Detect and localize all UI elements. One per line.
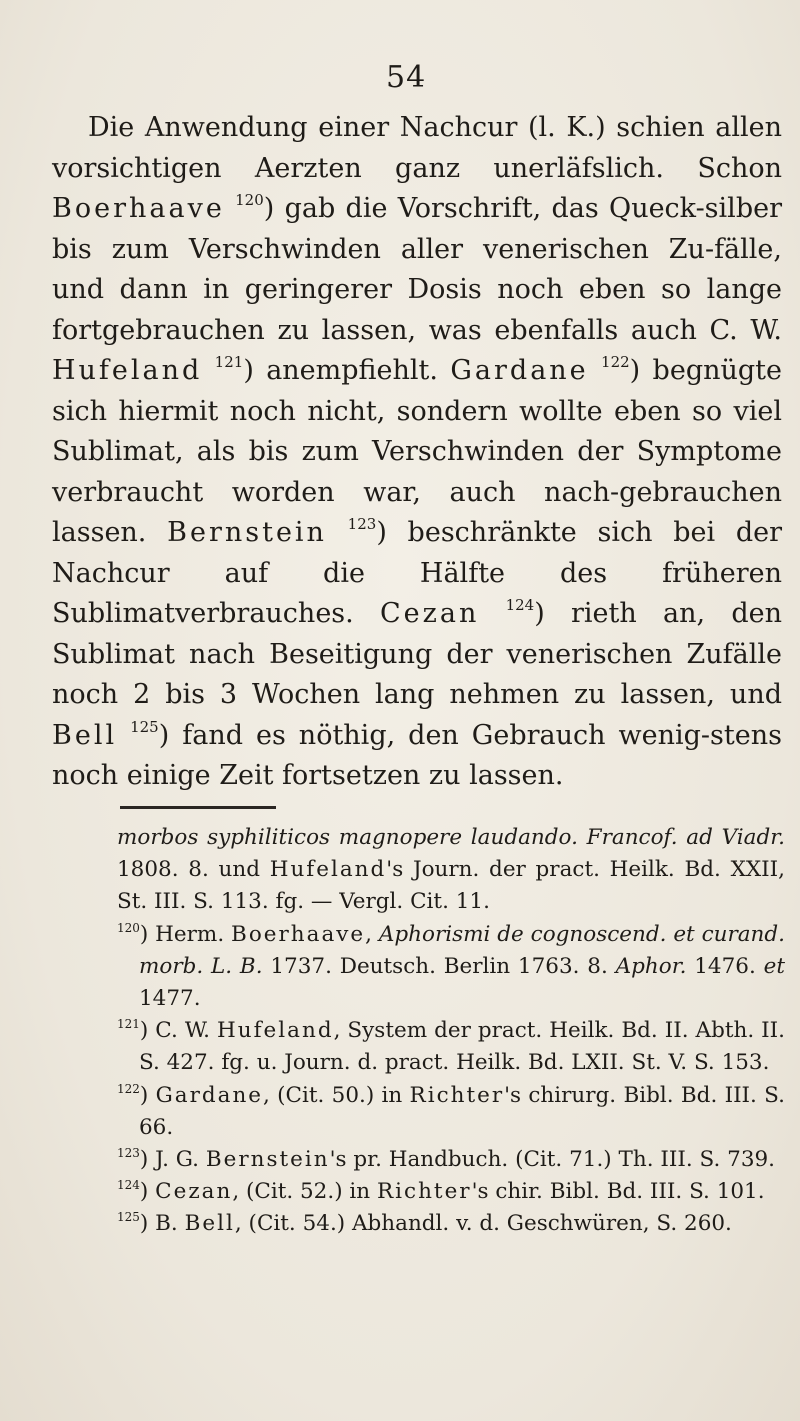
footnote-ref: 122	[601, 353, 630, 371]
footnote-text: , (Cit. 50.) in	[263, 1082, 410, 1108]
footnote-text: 's pr. Handbuch. (Cit. 71.) Th. III. S. 739.	[329, 1147, 776, 1173]
footnote-text: 1476.	[686, 953, 764, 979]
footnote-text: , (Cit. 52.) in	[232, 1179, 377, 1205]
footnote-124	[117, 1176, 785, 1208]
footnote-number: 123	[117, 1146, 140, 1161]
author-name: Bernstein	[205, 1147, 330, 1173]
footnotes	[117, 822, 785, 1241]
text-run: ) rieth an, den Sublimat nach Beseitigung der venerischen Zufälle noch 2 bis 3 Wochen lang nehmen zu lassen, und	[52, 598, 782, 710]
text-run: ) anempfiehlt.	[243, 355, 451, 386]
author-name: Boerhaave	[231, 921, 366, 947]
author-name: Hufeland	[269, 857, 387, 883]
footnote-text: ) C. W.	[139, 1018, 217, 1044]
footnote-ref: 124	[505, 596, 535, 614]
footnote-number: 121	[117, 1017, 140, 1032]
footnote-text: 1477.	[139, 986, 201, 1012]
footnote-text: ) B.	[139, 1211, 185, 1237]
footnote-number: 125	[117, 1210, 140, 1225]
main-paragraph	[52, 108, 782, 797]
footnote-125	[117, 1208, 785, 1240]
text-run: ) begnügte sich hiermit noch nicht, sondern wollte eben so viel Sublimat, als bis zum Verschwinden der Symptome verbraucht worden war, auch nach-gebrauchen lassen.	[52, 355, 782, 548]
footnote-number: 122	[117, 1081, 140, 1096]
text-run: ) fand es nöthig, den Gebrauch wenig-stens noch einige Zeit fortsetzen zu lassen.	[52, 719, 782, 791]
footnote-121	[117, 1015, 785, 1079]
author-name: Hufeland	[217, 1018, 334, 1044]
text-run: ) beschränkte sich bei der Nachcur auf die Hälfte des früheren Sublimatverbrauches.	[52, 517, 782, 629]
author-name: Gardane	[450, 355, 589, 386]
footnote-text: ) J. G.	[139, 1147, 206, 1173]
author-name: Bell	[184, 1211, 235, 1237]
text-run: Die Anwendung einer Nachcur (l. K.) schien allen vorsichtigen Aerzten ganz unerläfslich. Schon	[52, 112, 782, 184]
footnote-text: 1808. 8. und	[117, 857, 270, 883]
footnote-text: , (Cit. 54.) Abhandl. v. d. Geschwüren, S. 260.	[234, 1211, 732, 1237]
footnote-122	[117, 1080, 785, 1144]
footnote-text: 's chir. Bibl. Bd. III. S. 101.	[471, 1179, 765, 1205]
text-run: ) gab die Vorschrift, das Queck-silber bis zum Verschwinden aller venerischen Zu-fälle, und dann in geringerer Dosis noch eben so lange fortgebrauchen zu lassen, was ebenfalls auch C. W.	[52, 193, 782, 346]
footnote-number: 120	[117, 920, 140, 935]
author-name: Cezan	[379, 598, 480, 629]
footnote-italic: morbos syphiliticos magnopere laudando. Francof. ad Viadr.	[117, 825, 785, 850]
footnote-italic: et	[763, 953, 785, 979]
footnote-ref: 121	[214, 353, 244, 371]
author-name: Gardane	[155, 1082, 264, 1108]
footnote-text: 's Journ. der pract. Heilk. Bd. XXII, St. III. S. 113. fg. — Vergl. Cit. 11.	[117, 857, 786, 915]
author-name: Richter	[376, 1179, 472, 1205]
footnote-ref: 125	[130, 717, 159, 736]
footnote-text: ,	[365, 921, 379, 947]
footnote-ref: 123	[347, 515, 377, 533]
footnote-text: , System der pract. Heilk. Bd. II. Abth. II. S. 427. fg. u. Journ. d. pract. Heilk. Bd. LXII. St. V. S. 153.	[139, 1018, 785, 1076]
footnote-text: 1737. Deutsch. Berlin 1763. 8.	[262, 953, 616, 979]
author-name: Cezan	[155, 1179, 233, 1205]
author-name: Bernstein	[167, 517, 327, 548]
author-name: Hufeland	[52, 355, 203, 386]
author-name: Richter	[409, 1082, 505, 1108]
footnote-123	[117, 1144, 785, 1176]
author-name: Boerhaave	[52, 193, 225, 224]
footnote-number: 124	[117, 1178, 140, 1193]
footnote-text: )	[139, 1082, 156, 1108]
footnote-italic: Aphor.	[615, 953, 687, 979]
footnote-text: )	[139, 1179, 156, 1205]
footnote-continuation	[117, 822, 785, 919]
footnote-text: 's chirurg. Bibl. Bd. III. S. 66.	[139, 1082, 785, 1140]
author-name: Bell	[52, 719, 118, 751]
footnote-italic: Aphorismi de cognoscend. et curand. morb. L. B.	[139, 921, 785, 979]
footnote-ref: 120	[235, 191, 264, 209]
footnote-text: ) Herm.	[139, 921, 232, 947]
footnote-120	[117, 919, 785, 1016]
page-number: 54	[386, 60, 427, 95]
footnote-divider	[120, 806, 276, 809]
